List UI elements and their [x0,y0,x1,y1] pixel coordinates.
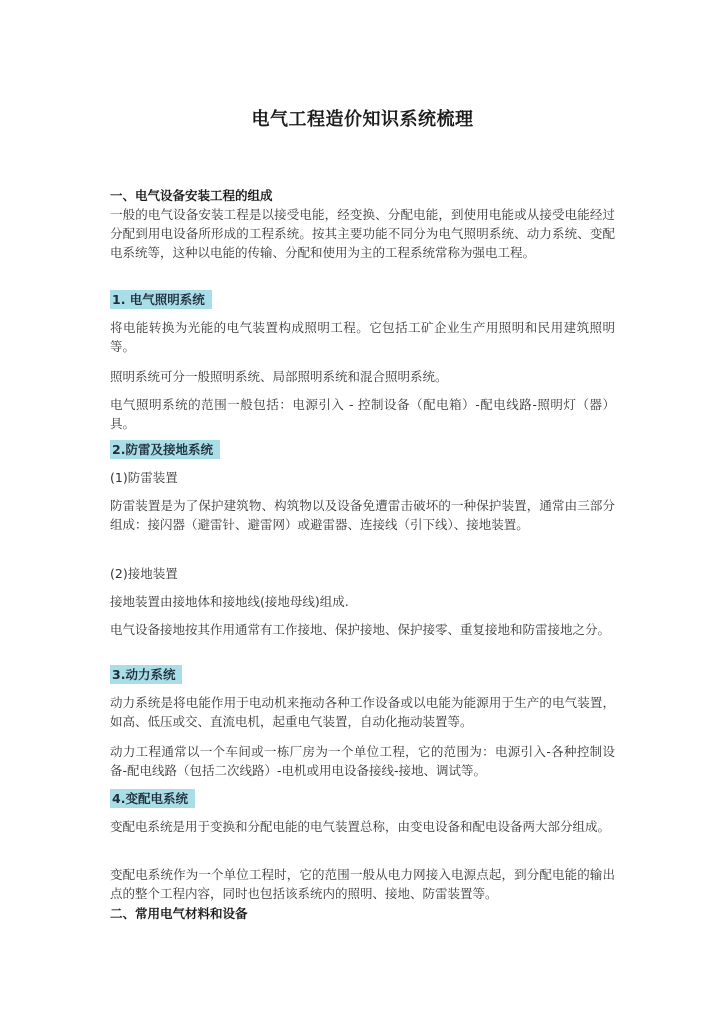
paragraph-power-scope: 动力工程通常以一个车间或一栋厂房为一个单位工程，它的范围为：电源引入-各种控制设备-配电线路（包括二次线路）-电机或用电设备接线-接地、调试等。 [110,744,615,778]
label-grounding-device: (2)接地装置 [110,566,178,581]
page-title: 电气工程造价知识系统梳理 [251,109,474,130]
subheading-lightning-grounding: 2.防雷及接地系统 [110,440,220,459]
paragraph-power-definition: 动力系统是将电能作用于电动机来拖动各种工作设备或以电能为能源用于生产的电气装置，如高、低压或交、直流电机，起重电气装置，自动化拖动装置等。 [110,695,615,729]
paragraph-lighting-definition: 将电能转换为光能的电气装置构成照明工程。它包括工矿企业生产用照明和民用建筑照明等。 [110,320,615,354]
paragraph-grounding-types: 电气设备接地按其作用通常有工作接地、保护接地、保护接零、重复接地和防雷接地之分。 [110,622,611,637]
subheading-lighting-system: 1. 电气照明系统 [110,290,212,309]
paragraph-lightning-device: 防雷装置是为了保护建筑物、构筑物以及设备免遭雷击破坏的一种保护装置，通常由三部分组成：接闪器（避雷针、避雷网）或避雷器、连接线（引下线）、接地装置。 [110,498,615,532]
paragraph-substation-definition: 变配电系统是用于变换和分配电能的电气装置总称，由变电设备和配电设备两大部分组成。 [110,819,611,834]
paragraph-lighting-scope: 电气照明系统的范围一般包括：电源引入 - 控制设备（配电箱）-配电线路-照明灯（器）具。 [110,397,615,431]
paragraph-lighting-types: 照明系统可分一般照明系统、局部照明系统和混合照明系统。 [110,369,448,384]
subheading-power-system: 3.动力系统 [110,665,182,684]
paragraph-installation-intro: 一般的电气设备安装工程是以接受电能，经变换、分配电能，到使用电能或从接受电能经过分配到用电设备所形成的工程系统。按其主要功能不同分为电气照明系统、动力系统、变配电系统等，这种以电能的传输、分配和使用为主的工程系统常称为强电工程。 [110,207,615,260]
section-heading-installation: 一、电气设备安装工程的组成 [110,188,273,203]
label-lightning-device: (1)防雷装置 [110,470,178,485]
section-heading-materials: 二、常用电气材料和设备 [110,906,248,921]
paragraph-substation-scope: 变配电系统作为一个单位工程时，它的范围一般从电力网接入电源点起，到分配电能的输出点的整个工程内容，同时也包括该系统内的照明、接地、防雷装置等。 [110,867,615,901]
subheading-substation-system: 4.变配电系统 [110,789,195,808]
paragraph-grounding-device: 接地装置由接地体和接地线(接地母线)组成. [110,594,349,609]
